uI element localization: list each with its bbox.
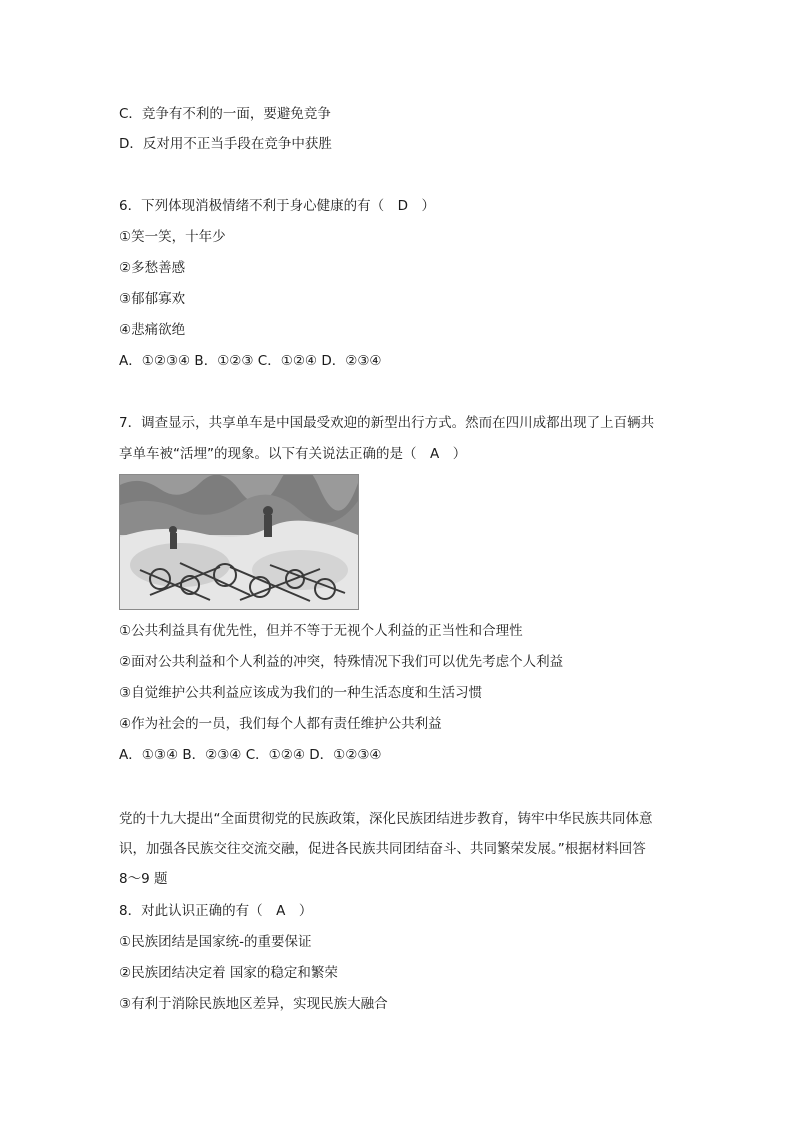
q6-item-2: ②多愁善感 — [119, 260, 186, 276]
q6-item-4: ④悲痛欲绝 — [119, 322, 186, 338]
q6-choices: A．①②③④ B．①②③ C．①②④ D．②③④ — [119, 353, 382, 369]
material-line-3: 8～9 题 — [119, 871, 168, 887]
material-line-2: 识，加强各民族交往交流交融，促进各民族共同团结奋斗、共同繁荣发展。”根据材料回答 — [119, 841, 646, 857]
q6-stem: 6．下列体现消极情绪不利于身心健康的有（ D ） — [119, 198, 435, 214]
q8-item-1: ①民族团结是国家统-的重要保证 — [119, 934, 312, 950]
q7-choices: A．①③④ B．②③④ C．①②④ D．①②③④ — [119, 747, 382, 763]
q7-stem-line-2: 享单车被“活埋”的现象。以下有关说法正确的是（ A ） — [119, 446, 467, 462]
buried-bikes-photo — [119, 474, 359, 610]
q7-item-1: ①公共利益具有优先性，但并不等于无视个人利益的正当性和合理性 — [119, 623, 523, 639]
q5-option-c: C．竞争有不利的一面，要避免竞争 — [119, 106, 331, 122]
q5-option-d: D．反对用不正当手段在竞争中获胜 — [119, 136, 332, 152]
q7-item-2: ②面对公共利益和个人利益的冲突，特殊情况下我们可以优先考虑个人利益 — [119, 654, 564, 670]
q8-stem: 8．对此认识正确的有（ A ） — [119, 903, 313, 919]
q8-item-2: ②民族团结决定着 国家的稳定和繁荣 — [119, 965, 338, 981]
q7-item-4: ④作为社会的一员，我们每个人都有责任维护公共利益 — [119, 716, 442, 732]
q6-item-1: ①笑一笑，十年少 — [119, 229, 226, 245]
q7-item-3: ③自觉维护公共利益应该成为我们的一种生活态度和生活习惯 — [119, 685, 483, 701]
material-line-1: 党的十九大提出“全面贯彻党的民族政策，深化民族团结进步教育，铸牢中华民族共同体意 — [119, 811, 653, 827]
q7-stem-line-1: 7．调查显示，共享单车是中国最受欢迎的新型出行方式。然而在四川成都出现了上百辆共 — [119, 415, 655, 431]
q8-item-3: ③有利于消除民族地区差异，实现民族大融合 — [119, 996, 388, 1012]
q6-item-3: ③郁郁寡欢 — [119, 291, 186, 307]
